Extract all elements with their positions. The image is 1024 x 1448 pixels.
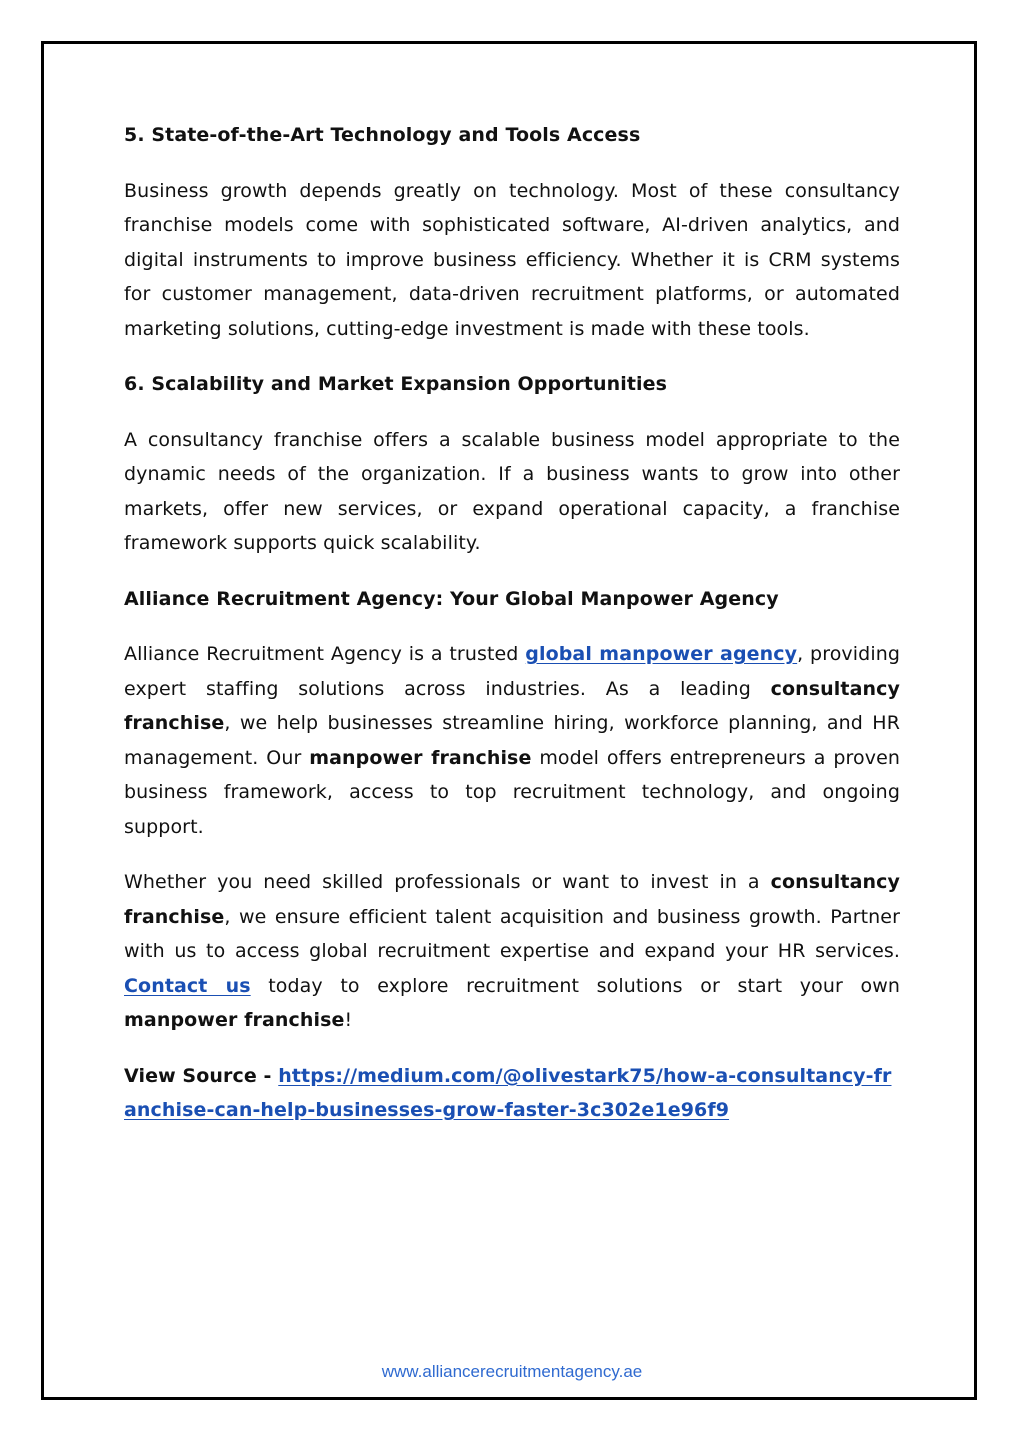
text-run: ! bbox=[344, 1009, 353, 1031]
global-manpower-agency-link[interactable]: global manpower agency bbox=[525, 643, 798, 665]
footer-website[interactable]: www.alliancerecruitmentagency.ae bbox=[381, 1362, 643, 1381]
section-body-technology: Business growth depends greatly on technology. Most of these consultancy franchise models come with sophisticated software, AI-driven analytics, and digital instruments to improve business efficiency. Whether it is CRM systems for customer management, data-driven recruitment platforms, or automated marketing solutions, cutting-edge investment is made with these tools. bbox=[124, 179, 900, 340]
section-heading-scalability: 6. Scalability and Market Expansion Opportunities bbox=[124, 373, 668, 395]
section-heading-technology: 5. State-of-the-Art Technology and Tools Access bbox=[124, 124, 641, 146]
contact-us-link[interactable]: Contact us bbox=[124, 974, 251, 997]
text-run: Whether you need skilled professionals or want to invest in a bbox=[124, 871, 771, 893]
bold-term-consultancy-franchise: consultancy franchise bbox=[124, 871, 900, 928]
text-run: model offers entrepreneurs a proven business framework, access to top recruitment technology, and ongoing support. bbox=[124, 746, 900, 838]
document-body bbox=[124, 118, 900, 1149]
source-url-link[interactable]: https://medium.com/@olivestark75/how-a-consultancy-franchise-can-help-businesses-grow-faster-3c302e1e96f9 bbox=[124, 1064, 892, 1121]
bold-term-manpower-franchise: manpower franchise bbox=[124, 1009, 345, 1031]
text-run: today to explore recruitment solutions or start your own bbox=[250, 974, 900, 997]
alliance-paragraph-2 bbox=[124, 865, 900, 1038]
section-heading-alliance: Alliance Recruitment Agency: Your Global Manpower Agency bbox=[124, 587, 779, 610]
text-run: Alliance Recruitment Agency is a trusted bbox=[124, 643, 526, 665]
bold-term-consultancy-franchise: consultancy franchise bbox=[124, 677, 900, 734]
view-source-line bbox=[124, 1059, 900, 1128]
text-run: , we help businesses streamline hiring, workforce planning, and HR management. Our bbox=[124, 712, 900, 769]
section-body-scalability: A consultancy franchise offers a scalable business model appropriate to the dynamic needs of the organization. If a business wants to grow into other markets, offer new services, or expand operational capacity, a franchise framework supports quick scalability. bbox=[124, 428, 900, 554]
bold-term-manpower-franchise: manpower franchise bbox=[309, 746, 532, 769]
alliance-paragraph-1 bbox=[124, 637, 900, 844]
text-run: , we ensure efficient talent acquisition and business growth. Partner with us to access global recruitment expertise and expand your HR services. bbox=[124, 905, 900, 962]
text-run: , providing expert staffing solutions across industries. As a leading bbox=[124, 643, 900, 700]
view-source-label: View Source - bbox=[124, 1064, 279, 1087]
